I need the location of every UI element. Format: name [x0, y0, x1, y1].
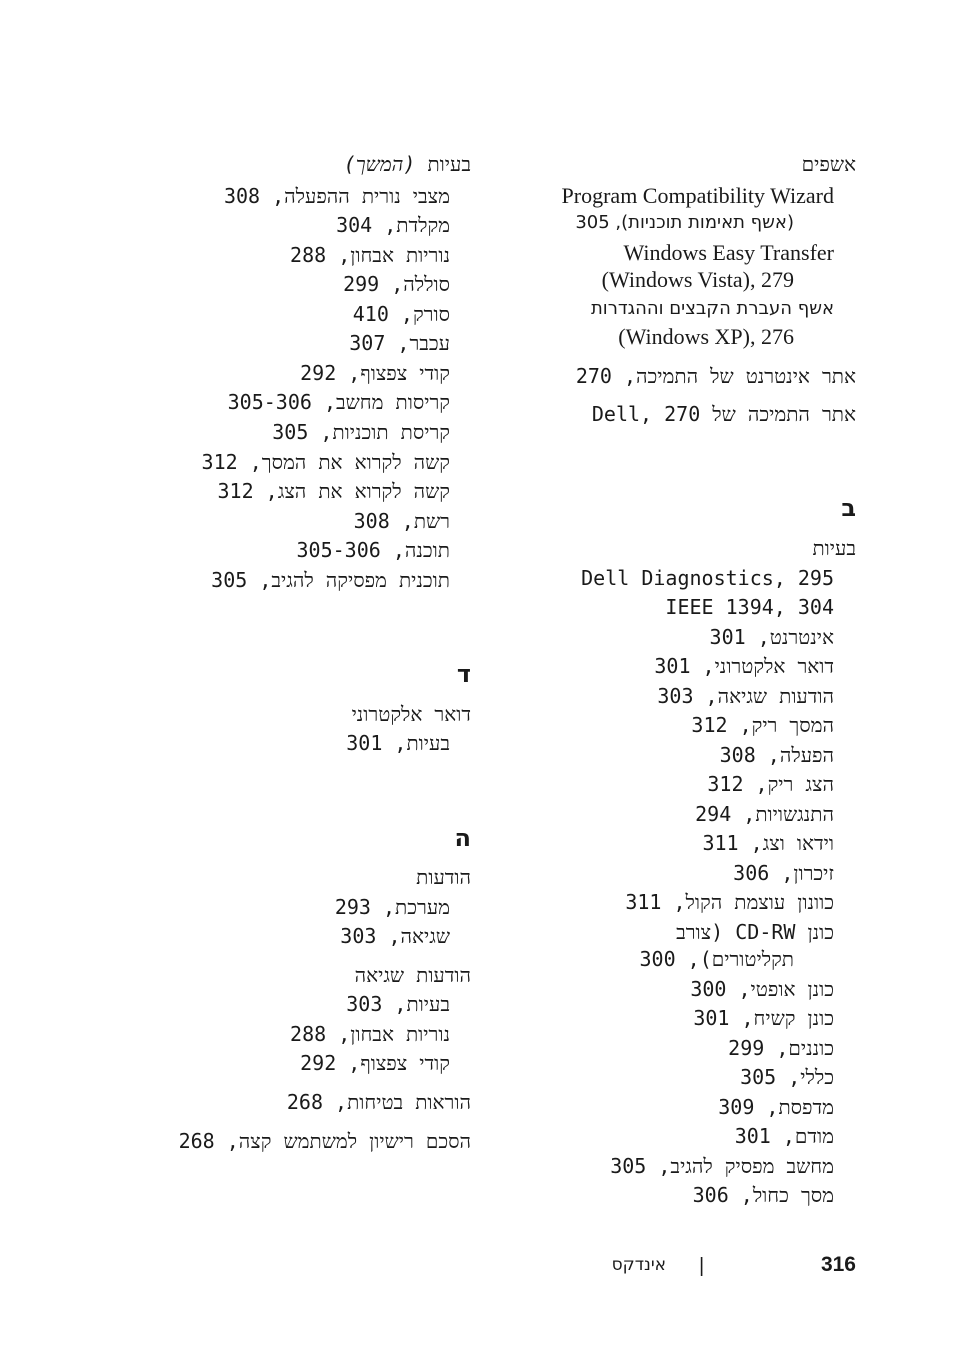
entry-wet-title: Windows Easy Transfer	[623, 240, 834, 265]
index-heading-email: דואר אלקטרוני	[351, 702, 471, 726]
index-heading-error-messages: הודעות שגיאה	[354, 963, 471, 987]
list-item: מקלדת, 304	[336, 213, 450, 237]
index-heading-wizards: אשפים	[801, 152, 856, 176]
index-heading-problems-continued	[344, 152, 471, 176]
list-item: שגיאה, 303	[340, 924, 450, 948]
list-item: עכבר, 307	[349, 331, 450, 355]
list-item: הודעות שגיאה, 303	[657, 684, 834, 708]
heading-text: בעיות	[427, 152, 471, 176]
list-item: סורק, 410	[352, 302, 450, 326]
index-heading-problems: בעיות	[812, 536, 856, 560]
list-item: זיכרון, 306	[733, 861, 834, 885]
list-item: קריסות מחשב, 305-306	[227, 390, 450, 414]
list-item: קשה לקרוא את הצג, 312	[217, 479, 450, 503]
footer-section-label: אינדקס	[611, 1255, 666, 1275]
list-item: Dell Diagnostics, 295	[581, 566, 834, 590]
list-item: תקליטורים), 300	[639, 947, 794, 971]
entry-wet-line4: (Windows XP), 276	[618, 324, 794, 349]
entry-pcw-line2: (אשף תאימות תוכניות), 305	[575, 212, 794, 233]
list-item: מסך כחול, 306	[692, 1183, 834, 1207]
footer-separator: |	[699, 1255, 705, 1277]
list-item: מדפסת, 309	[718, 1095, 834, 1119]
list-item: תוכנית מפסיקה להגיב, 305	[211, 568, 450, 592]
list-item: קריסת תוכניות, 305	[272, 420, 450, 444]
entry-support-site: אתר אינטרנט של התמיכה, 270	[575, 364, 856, 388]
list-item: כונן CD-RW (צורב	[676, 920, 834, 944]
entry-wet-line2: (Windows Vista), 279	[601, 267, 794, 292]
list-item: כוונון עוצמת הקול, 311	[625, 890, 834, 914]
list-item: IEEE 1394, 304	[665, 595, 834, 619]
list-item: נוריות אבחון, 288	[290, 243, 450, 267]
list-item: קודי צפצוף, 292	[300, 1051, 450, 1075]
list-item: אינטרנט, 301	[709, 625, 834, 649]
list-item: הצג ריק, 312	[707, 772, 834, 796]
list-item: וידאו וצג, 311	[702, 831, 834, 855]
list-item: סוללה, 299	[343, 272, 450, 296]
list-item: כללי, 305	[740, 1065, 834, 1089]
list-item: מחשב מפסיק להגיב, 305	[610, 1154, 834, 1178]
list-item: רשת, 308	[353, 509, 450, 533]
list-item: תוכנה, 305-306	[296, 538, 450, 562]
list-item: נוריות אבחון, 288	[290, 1022, 450, 1046]
entry-pcw-title: Program Compatibility Wizard	[561, 183, 834, 208]
list-item: קודי צפצוף, 292	[300, 361, 450, 385]
list-item: מערכת, 293	[334, 895, 450, 919]
index-heading-messages: הודעות	[416, 865, 471, 889]
index-entry-safety: הוראות בטיחות, 268	[286, 1090, 471, 1114]
list-item: בעיות, 301	[346, 731, 450, 755]
list-item: מצבי נורית ההפעלה, 308	[223, 184, 450, 208]
list-item: דואר אלקטרוני, 301	[654, 654, 834, 678]
section-letter-b: ב	[841, 494, 856, 522]
list-item: כונן אופטי, 300	[690, 977, 834, 1001]
entry-dell-support-site: אתר התמיכה של Dell, 270	[591, 402, 856, 426]
list-item: הפעלה, 308	[719, 743, 834, 767]
list-item: המסך ריק, 312	[691, 713, 834, 737]
list-item: כונן קשיח, 301	[693, 1006, 834, 1030]
page-number: 316	[820, 1253, 856, 1276]
section-letter-d: ד	[456, 660, 471, 688]
section-letter-h: ה	[454, 824, 471, 852]
list-item: קשה לקרוא את המסך, 312	[201, 450, 450, 474]
list-item: מודם, 301	[734, 1124, 834, 1148]
list-item: בעיות, 303	[346, 992, 450, 1016]
continued-note: (המשך)	[343, 152, 416, 176]
entry-wet-line3: אשף העברת הקבצים וההגדרות	[590, 298, 834, 319]
list-item: התנגשויות, 294	[695, 802, 834, 826]
index-entry-license: הסכם רישיון למשתמש קצה, 268	[178, 1129, 471, 1153]
list-item: כוננים, 299	[728, 1036, 834, 1060]
